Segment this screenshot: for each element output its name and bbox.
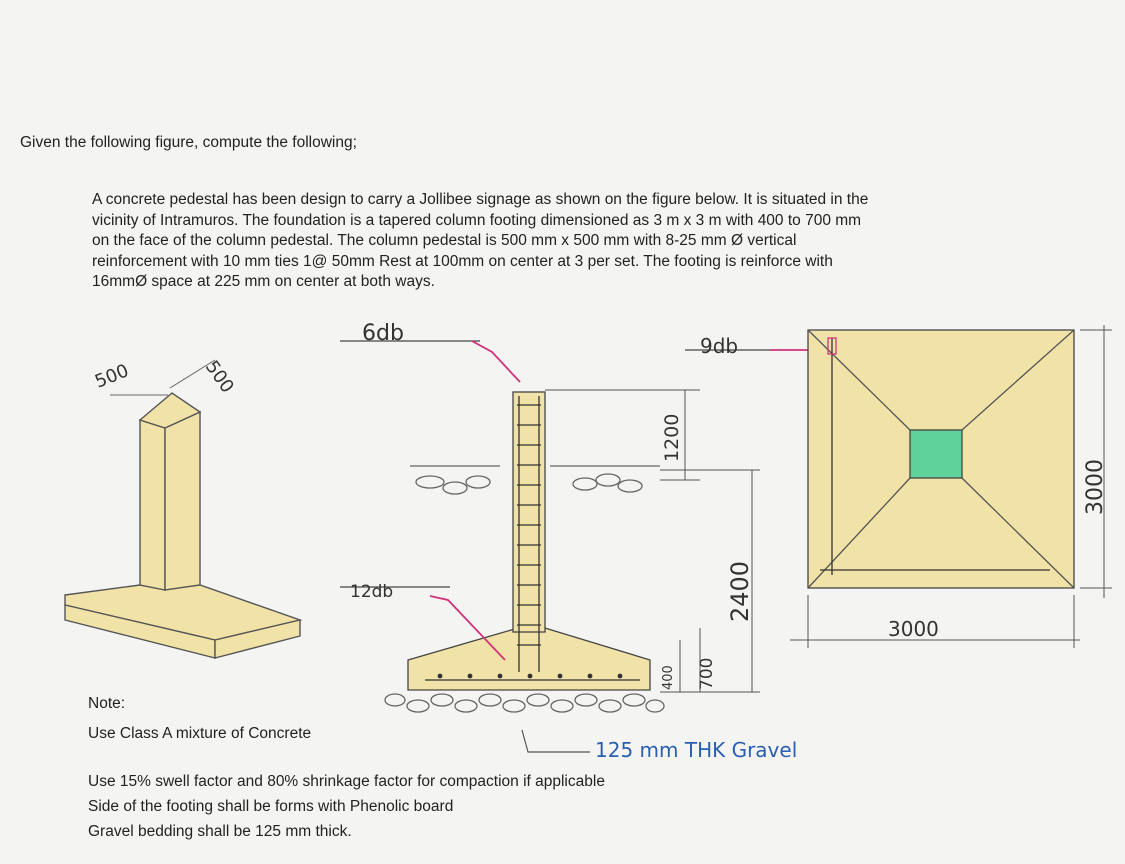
note-line: Side of the footing shall be forms with Phenolic board <box>88 798 454 815</box>
footing-section <box>408 628 650 690</box>
pedestal-plan <box>910 430 962 478</box>
dim-400: 400 <box>661 665 676 690</box>
plan-height-dim: 3000 <box>1083 459 1108 515</box>
label-9db: 9db <box>700 334 739 358</box>
label-12db: 12db <box>350 582 394 602</box>
note-line: Use Class A mixture of Concrete <box>88 725 312 742</box>
section-view <box>340 341 825 752</box>
plan-view <box>790 325 1112 648</box>
plan-width-dim: 3000 <box>888 617 939 641</box>
dim-700: 700 <box>697 657 717 690</box>
note-heading: Note: <box>88 695 126 712</box>
intro-text: Given the following figure, compute the following; <box>20 134 357 151</box>
iso-dim-a: 500 <box>92 360 132 393</box>
paragraph-line: 16mmØ space at 225 mm on center at both ways. <box>92 273 435 290</box>
paragraph-line: on the face of the column pedestal. The column pedestal is 500 mm x 500 mm with 8-25 mm Ø vertical <box>92 232 797 249</box>
pedestal-left-face <box>140 420 165 590</box>
pedestal-front-face <box>165 412 200 590</box>
dim-1200: 1200 <box>661 413 683 462</box>
gravel-label: 125 mm THK Gravel <box>595 738 798 762</box>
paragraph-line: vicinity of Intramuros. The foundation is a tapered column footing dimensioned as 3 m x 3 m with 400 to 700 mm <box>92 211 862 229</box>
dim-2400: 2400 <box>726 560 754 622</box>
pedestal-section <box>513 392 545 632</box>
isometric-sketch <box>65 360 300 658</box>
paragraph-line: reinforcement with 10 mm ties 1@ 50mm Rest at 100mm on center at 3 per set. The footing is reinforce with <box>92 252 833 270</box>
paragraph-line: A concrete pedestal has been design to carry a Jollibee signage as shown on the figure below. It is situated in the <box>92 191 869 208</box>
label-6db: 6db <box>362 321 404 346</box>
gravel-bedding <box>385 694 664 712</box>
note-line: Use 15% swell factor and 80% shrinkage factor for compaction if applicable <box>88 773 605 790</box>
iso-dim-b: 500 <box>200 356 238 398</box>
note-line: Gravel bedding shall be 125 mm thick. <box>88 823 352 840</box>
